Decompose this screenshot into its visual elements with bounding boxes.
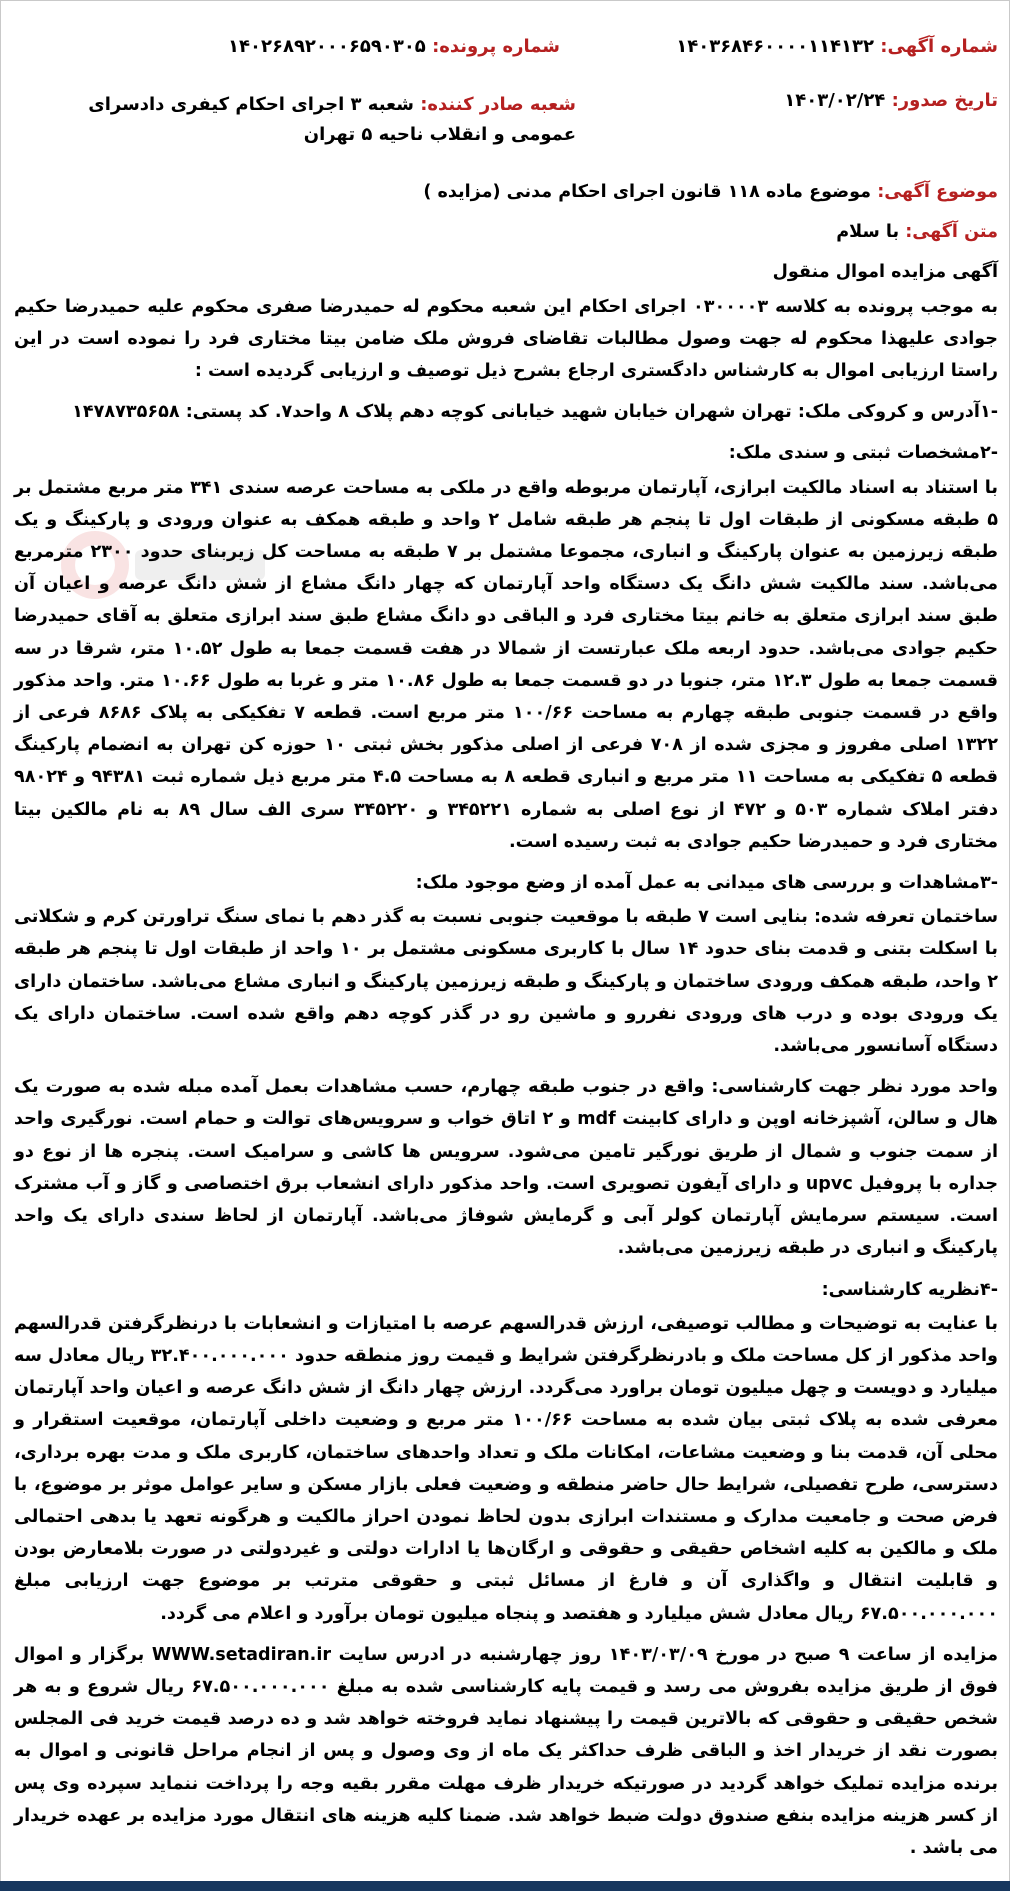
issuing-branch-label: شعبه صادر کننده: bbox=[420, 94, 576, 115]
subject-line bbox=[14, 176, 998, 208]
auction-paragraph: مزایده از ساعت ۹ صبح در مورخ ۱۴۰۳/۰۳/۰۹ روز چهارشنبه در ادرس سایت WWW.setadiran.ir برگزار و اموال فوق از طریق مزایده بفروش می رسد و قیمت پایه کارشناسی شده به مبلغ ۶۷.۵۰۰.۰۰۰.۰۰۰ ریال شروع و به هر شخص حقیقی و حقوقی که بالاترین قیمت را پیشنهاد نماید فروخته خواهد شد و ده درصد قیمت خرید فی المجلس بصورت نقد از خریدار اخذ و الباقی ظرف حداکثر یک ماه از وی وصول و پس از انجام مراحل قانونی و اموال به برنده مزایده تملیک خواهد گردید در صورتیکه خریدار ظرف مهلت مقرر بقیه وجه را پرداخت ننماید سپرده وی پس از کسر هزینه مزایده بنفع صندوق دولت ضبط خواهد شد. ضمنا کلیه هزینه های انتقال مورد مزایده بر عهده خریدار می باشد . bbox=[14, 1644, 999, 1858]
section-1-address: -۱آدرس و کروکی ملک: تهران شهران خیابان شهید خیابانی کوچه دهم پلاک ۸ واحد۷. کد پستی: ۱۴۷۸۷۳۵۶۵۸ bbox=[72, 402, 998, 423]
ad-title: آگهی مزایده اموال منقول bbox=[772, 262, 998, 283]
section-2-paragraph: با استناد به اسناد مالکیت ابرازی، آپارتمان مربوطه واقع در ملکی به مساحت عرصه سندی ۳۴۱ متر مربع مشتمل بر ۵ طبقه مسکونی از طبقات اول تا پنجم هر طبقه شامل ۲ واحد و طبقه همکف به عنوان ورودی و پارکینگ و یک طبقه زیرزمین به عنوان پارکینگ و انباری، مجموعا مشتمل بر ۷ طبقه به مساحت کل زیربنای حدود ۲۳۰۰ مترمربع می‌باشد. سند مالکیت شش دانگ یک دستگاه واحد آپارتمان که چهار دانگ مشاع از شش دانگ عرصه و اعیان آن طبق سند ابرازی متعلق به خانم بیتا مختاری فرد و الباقی دو دانگ مشاع طبق سند ابرازی متعلق به آقای حمیدرضا حکیم جوادی می‌باشد. حدود اربعه ملک عبارتست از شمالا در هفت قسمت جمعا به طول ۱۰.۵۲ متر، شرقا در سه قسمت جمعا به طول ۱۲.۳ متر، جنوبا در دو قسمت جمعا به طول ۱۰.۸۶ متر و غربا به طول ۱۰.۶۶ متر. واحد مذکور واقع در قسمت جنوبی طبقه چهارم به مساحت ۱۰۰/۶۶ متر مربع است. قطعه ۷ تفکیکی به پلاک ۸۶۸۶ فرعی از ۱۳۲۲ اصلی مفروز و مجزی شده از ۷۰۸ فرعی از اصلی مذکور بخش ثبتی ۱۰ حوزه کن تهران به انضمام پارکینگ قطعه ۵ تفکیکی به مساحت ۱۱ متر مربع و انباری قطعه ۸ به مساحت ۴.۵ متر مربع ذیل شماره ثبت ۹۴۳۸۱ و ۹۸۰۲۴ دفتر املاک شماره ۵۰۳ و ۴۷۲ از نوع اصلی به شماره ۳۴۵۲۲۱ و ۳۴۵۲۲۰ سری الف سال ۸۹ به نام مالکین بیتا مختاری فرد و حمیدرضا حکیم جوادی به ثبت رسیده است. bbox=[14, 477, 999, 852]
case-number-label: شماره پرونده: bbox=[432, 36, 560, 57]
section-4-heading: -۴نظریه کارشناسی: bbox=[821, 1279, 998, 1300]
issuing-branch bbox=[31, 90, 576, 150]
section-3-heading: -۳مشاهدات و بررسی های میدانی به عمل آمده از وضع موجود ملک: bbox=[415, 873, 998, 894]
section-4-paragraph: با عنایت به توضیحات و مطالب توصیفی، ارزش قدرالسهم عرصه با امتیازات و انشعابات با درنظرگرفتن قدرالسهم واحد مذکور از کل مساحت ملک و بادرنظرگرفتن شرایط و قیمت روز منطقه حدود ۳۲.۴۰۰.۰۰۰.۰۰۰ ریال معادل سه میلیارد و دویست و چهل میلیون تومان براورد می‌گردد. ارزش چهار دانگ از شش دانگ عرصه و اعیان واحد آپارتمان معرفی شده به پلاک ثبتی بیان شده به مساحت ۱۰۰/۶۶ متر مربع و وضعیت داخلی آپارتمان، موقعیت استقرار و محلی آن، قدمت بنا و وضعیت مشاعات، امکانات ملک و تعداد واحدهای ساختمان، کاربری ملک و مدت بهره برداری، دسترسی، طرح تفصیلی، شرایط حال حاضر منطقه و وضعیت فعلی بازار مسکن و سایر عوامل موثر بر موضوع، با فرض صحت و جامعیت مدارک و مستندات ابرازی بدون لحاظ نمودن احراز مالکیت و هرگونه تعهد یا بدهی احتمالی ملک و مالکین به کلیه اشخاص حقیقی و حقوقی و ارگان‌ها یا ادارات دولتی و غیردولتی در صورت بلامعارض بودن و قابلیت انتقال و واگذاری آن و فارغ از مسائل ثبتی و حقوقی مترتب بر موضوع جهت ارزیابی مبلغ ۶۷.۵۰۰.۰۰۰.۰۰۰ ریال معادل شش میلیارد و هفتصد و پنجاه میلیون تومان برآورد و اعلام می گردد. bbox=[14, 1313, 998, 1624]
subject-value: موضوع ماده ۱۱۸ قانون اجرای احکام مدنی (مزایده ) bbox=[423, 182, 872, 202]
ad-number-value: ۱۴۰۳۶۸۴۶۰۰۰۰۱۱۴۱۳۲ bbox=[676, 36, 874, 57]
greeting: با سلام bbox=[836, 222, 900, 243]
section-3-unit: واحد مورد نظر جهت کارشناسی: واقع در جنوب طبقه چهارم، حسب مشاهدات بعمل آمده مبله شده به صورت یک هال و سالن، آشپزخانه اوپن و دارای کابینت mdf و ۲ اتاق خواب و سرویس‌های توالت و حمام است. نورگیری واحد از سمت جنوب و شمال از طریق نورگیر تامین می‌شود. سرویس ها کاشی و سرامیک است. پنجره ها از نوع دو جداره با پروفیل upvc و دارای آیفون تصویری است. واحد مذکور دارای انشعاب برق اختصاصی و گاز و آب مشترک است. سیستم سرمایش آپارتمان کولر آبی و گرمایش شوفاژ می‌باشد. آپارتمان از لحاظ سندی دارای یک واحد پارکینگ و انباری در طبقه زیرزمین می‌باشد. bbox=[14, 1077, 998, 1259]
issue-date bbox=[784, 90, 998, 111]
text-label: متن آگهی: bbox=[905, 222, 998, 243]
subject-label: موضوع آگهی: bbox=[877, 182, 998, 202]
issuing-branch-value: شعبه ۳ اجرای احکام کیفری دادسرای عمومی و انقلاب ناحیه ۵ تهران bbox=[88, 94, 576, 145]
issue-date-value: ۱۴۰۳/۰۲/۲۴ bbox=[784, 90, 886, 111]
section-2-heading: -۲مشخصات ثبتی و سندی ملک: bbox=[728, 443, 998, 464]
ad-number bbox=[676, 36, 998, 57]
case-number-value: ۱۴۰۲۶۸۹۲۰۰۰۶۵۹۰۳۰۵ bbox=[228, 36, 426, 57]
text-line bbox=[14, 216, 998, 248]
issue-date-label: تاریخ صدور: bbox=[891, 90, 998, 111]
ad-body bbox=[14, 176, 998, 1873]
section-3-building: ساختمان تعرفه شده: بنایی است ۷ طبقه با موقعیت جنوبی نسبت به گذر دهم با نمای سنگ تراورتن کرم و شکلاتی با اسکلت بتنی و قدمت بنای حدود ۱۴ سال با کاربری مسکونی مشتمل بر ۱۰ واحد از طبقات اول تا پنجم هر طبقه ۲ واحد، طبقه همکف ورودی ساختمان و پارکینگ و طبقه زیرزمین پارکینگ و انباری مشاع می‌باشد. ساختمان دارای یک ورودی بوده و درب های ورودی نفررو و ماشین رو در گذر کوچه دهم واقع شده است. ساختمان دارای یک دستگاه آسانسور می‌باشد. bbox=[14, 907, 998, 1057]
footer-bar bbox=[0, 1881, 1010, 1891]
intro-paragraph: به موجب پرونده به کلاسه ۰۳۰۰۰۰۳ اجرای احکام این شعبه محکوم له حمیدرضا صفری محکوم علیه حمیدرضا حکیم جوادی علیهذا محکوم له جهت وصول مطالبات تقاضای فروش ملک ضامن بیتا مختاری فرد را نموده است در این راستا ارزیابی اموال به کارشناس دادگستری ارجاع بشرح ذیل توصیف و ارزیابی گردیده است : bbox=[14, 296, 998, 382]
ad-number-label: شماره آگهی: bbox=[880, 36, 998, 57]
case-number bbox=[228, 36, 560, 57]
